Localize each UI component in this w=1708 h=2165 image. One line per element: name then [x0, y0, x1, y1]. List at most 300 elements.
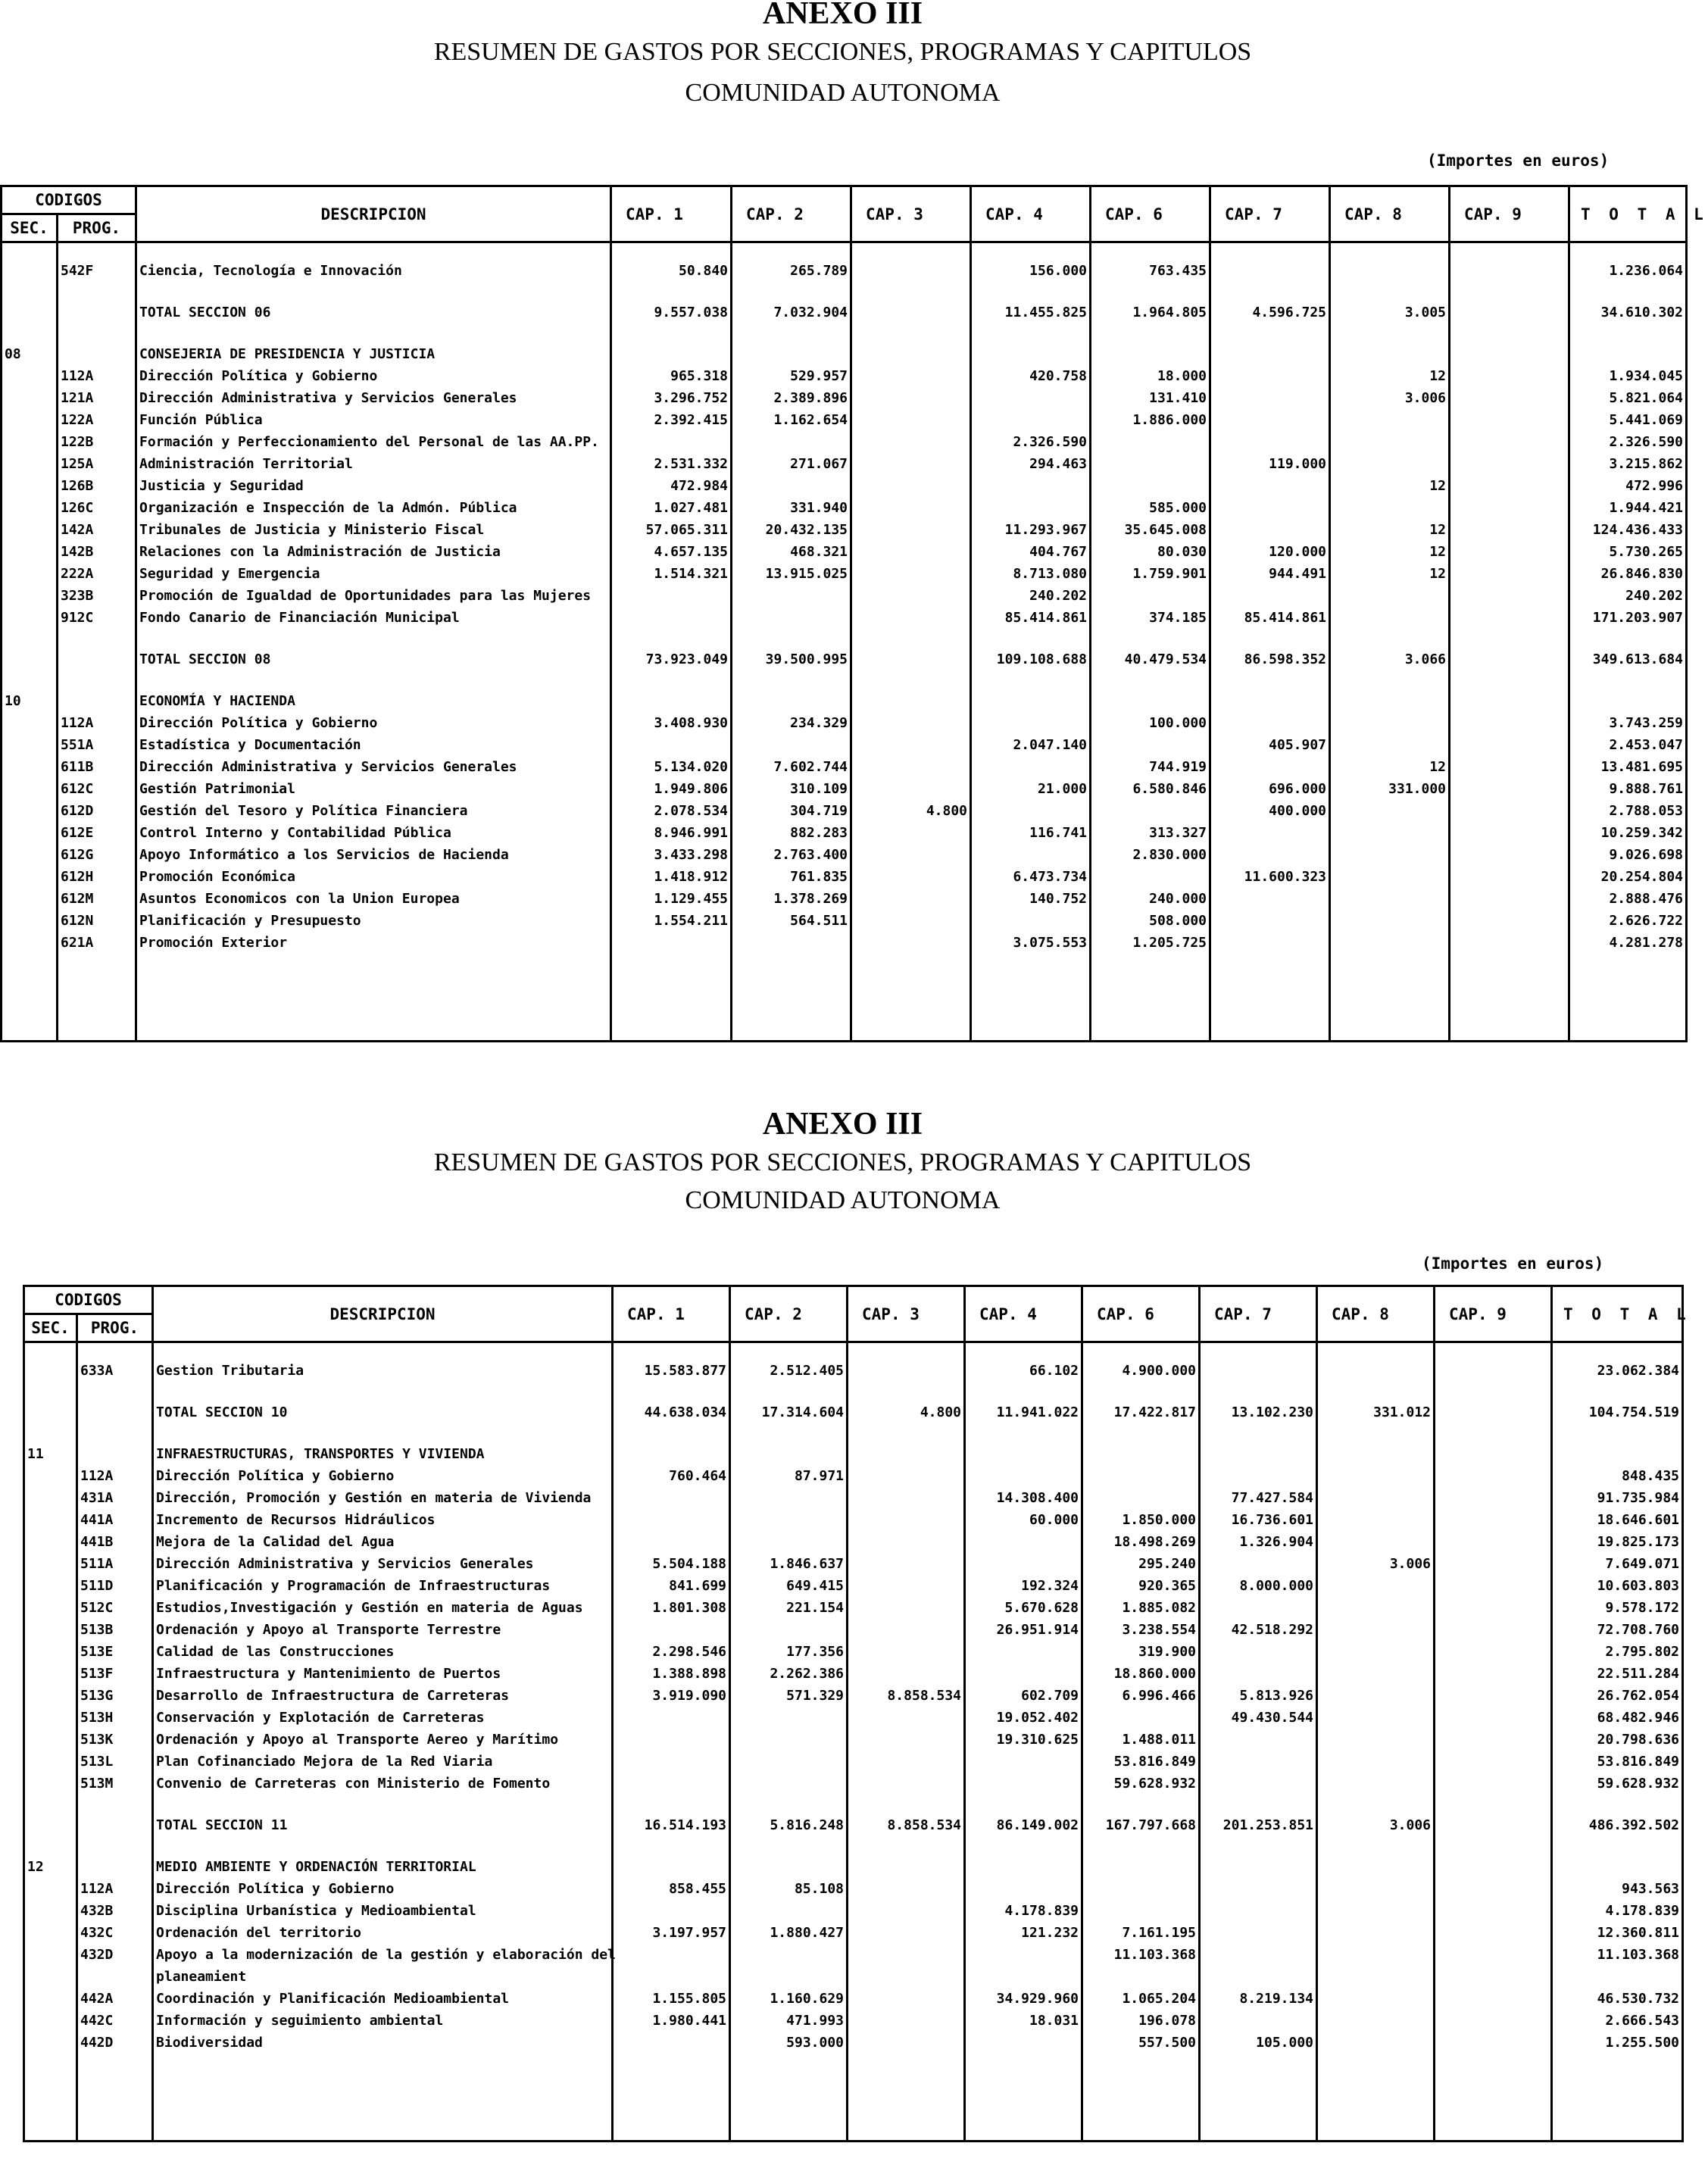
sec-cell — [2, 588, 58, 610]
cap4-cell: 121.232 — [965, 1925, 1082, 1947]
empty-cell — [1435, 1342, 1552, 1364]
cap7-cell — [1200, 1754, 1317, 1776]
empty-cell — [2, 285, 58, 305]
section-total-row — [24, 1817, 1683, 1839]
empty-cell — [1317, 1342, 1435, 1364]
cap8-cell — [1317, 1578, 1435, 1600]
cap7-cell — [1200, 1969, 1317, 1991]
description-cell: Dirección Administrativa y Servicios Generales — [136, 759, 611, 781]
cap3-cell — [848, 1446, 965, 1468]
empty-cell — [136, 632, 611, 651]
cap6-cell — [1082, 1903, 1200, 1925]
cap1-cell — [611, 434, 732, 456]
empty-cell — [1082, 1426, 1200, 1446]
cap9-cell — [1435, 1732, 1552, 1754]
cap8-cell: 12 — [1330, 544, 1450, 566]
cap1-cell — [613, 1534, 730, 1556]
sec-cell — [24, 1556, 77, 1578]
empty-cell — [77, 1385, 153, 1404]
cap4-cell — [965, 1776, 1082, 1798]
cap3-cell — [851, 847, 971, 869]
cap6-cell — [1082, 1490, 1200, 1512]
cap1-cell: 1.129.455 — [611, 891, 732, 913]
cap2-cell: 1.378.269 — [732, 891, 851, 913]
cap6-cell: 80.030 — [1091, 544, 1210, 566]
cap8-cell — [1317, 1969, 1435, 1991]
cap7-cell: 944.491 — [1210, 566, 1330, 588]
cap1-cell: 1.155.805 — [613, 1991, 730, 2013]
empty-cell — [971, 285, 1091, 305]
cap2-cell: 2.512.405 — [730, 1363, 848, 1385]
cap9-cell — [1435, 1556, 1552, 1578]
description-cell: Asuntos Economicos con la Union Europea — [136, 891, 611, 913]
description-cell: Fondo Canario de Financiación Municipal — [136, 610, 611, 632]
spacer-row — [24, 1385, 1683, 1404]
cap9-cell — [1435, 1947, 1552, 1969]
prog-cell — [77, 1859, 153, 1881]
description-cell: Mejora de la Calidad del Agua — [153, 1534, 613, 1556]
empty-cell — [24, 1342, 77, 1364]
cap4-cell: 85.414.861 — [971, 610, 1091, 632]
total-label: TOTAL SECCION 10 — [153, 1404, 613, 1426]
total-cell: 11.103.368 — [1552, 1947, 1683, 1969]
total-cell: 19.825.173 — [1552, 1534, 1683, 1556]
cap8-cell: 12 — [1330, 478, 1450, 500]
empty-cell — [153, 1426, 613, 1446]
empty-cell — [58, 326, 136, 346]
cap3-cell — [848, 1859, 965, 1881]
header-cap9: CAP. 9 — [1435, 1286, 1552, 1342]
cap3-cell — [851, 434, 971, 456]
cap3-cell — [848, 1534, 965, 1556]
section-header-row — [2, 346, 1687, 368]
sec-cell — [2, 781, 58, 803]
sec-cell — [24, 1991, 77, 2013]
cap1-cell: 9.557.038 — [611, 305, 732, 326]
empty-cell — [611, 242, 732, 264]
description-cell: Función Pública — [136, 412, 611, 434]
prog-cell: 542F — [58, 263, 136, 285]
cap2-cell — [732, 610, 851, 632]
cap6-cell — [1091, 869, 1210, 891]
cap1-cell — [611, 737, 732, 759]
page-subtitle-region: COMUNIDAD AUTONOMA — [685, 79, 1001, 107]
cap8-cell: 3.006 — [1317, 1556, 1435, 1578]
description-cell: Plan Cofinanciado Mejora de la Red Viaria — [153, 1754, 613, 1776]
prog-cell: 513H — [77, 1710, 153, 1732]
prog-cell: 323B — [58, 588, 136, 610]
cap6-cell: 1.205.725 — [1091, 935, 1210, 957]
cap7-cell — [1210, 522, 1330, 544]
empty-cell — [1091, 673, 1210, 693]
sec-cell — [24, 1622, 77, 1644]
cap3-cell — [848, 2035, 965, 2057]
cap9-cell — [1450, 891, 1569, 913]
page-title: ANEXO III — [762, 1107, 923, 1142]
cap9-cell — [1450, 781, 1569, 803]
table-row — [2, 913, 1687, 935]
prog-cell: 112A — [58, 368, 136, 390]
cap3-cell — [851, 869, 971, 891]
cap3-cell — [851, 478, 971, 500]
cap7-cell — [1200, 1859, 1317, 1881]
cap9-cell — [1450, 610, 1569, 632]
cap3-cell: 4.800 — [851, 803, 971, 825]
cap3-cell — [848, 1512, 965, 1534]
total-cell: 9.578.172 — [1552, 1600, 1683, 1622]
cap3-cell: 8.858.534 — [848, 1817, 965, 1839]
description-cell: Dirección, Promoción y Gestión en materia de Vivienda — [153, 1490, 613, 1512]
description-cell: Biodiversidad — [153, 2035, 613, 2057]
empty-cell — [1210, 673, 1330, 693]
cap2-cell — [730, 1710, 848, 1732]
sec-cell: 12 — [24, 1859, 77, 1881]
cap2-cell: 304.719 — [732, 803, 851, 825]
table-row — [2, 368, 1687, 390]
cap3-cell — [848, 1754, 965, 1776]
cap8-cell — [1330, 346, 1450, 368]
cap4-cell — [971, 803, 1091, 825]
description-cell: Dirección Administrativa y Servicios Generales — [136, 390, 611, 412]
total-cell: 124.436.433 — [1569, 522, 1687, 544]
description-cell: Organización e Inspección de la Admón. Pública — [136, 500, 611, 522]
prog-cell: 441A — [77, 1512, 153, 1534]
table-row — [2, 522, 1687, 544]
cap3-cell — [848, 1556, 965, 1578]
cap7-cell: 4.596.725 — [1210, 305, 1330, 326]
table-row — [2, 478, 1687, 500]
section-total-row — [24, 1404, 1683, 1426]
cap9-cell — [1435, 1404, 1552, 1426]
cap4-cell — [965, 2035, 1082, 2057]
sec-cell — [24, 1688, 77, 1710]
cap3-cell — [851, 759, 971, 781]
cap3-cell — [851, 781, 971, 803]
cap8-cell — [1317, 1666, 1435, 1688]
total-cell: 104.754.519 — [1552, 1404, 1683, 1426]
cap9-cell — [1435, 1925, 1552, 1947]
empty-cell — [732, 673, 851, 693]
cap6-cell — [1082, 1859, 1200, 1881]
header-total: T O T A L — [1569, 186, 1687, 242]
empty-cell — [24, 1385, 77, 1404]
empty-cell — [2, 632, 58, 651]
empty-cell — [153, 1385, 613, 1404]
empty-cell — [77, 1839, 153, 1859]
cap8-cell — [1330, 737, 1450, 759]
cap8-cell: 12 — [1330, 368, 1450, 390]
empty-cell — [1330, 957, 1450, 1042]
cap7-cell: 8.000.000 — [1200, 1578, 1317, 1600]
table-row — [24, 1732, 1683, 1754]
empty-cell — [1552, 2057, 1683, 2142]
cap2-cell: 649.415 — [730, 1578, 848, 1600]
cap8-cell — [1317, 2035, 1435, 2057]
cap9-cell — [1450, 847, 1569, 869]
cap2-cell: 564.511 — [732, 913, 851, 935]
sec-cell — [24, 1925, 77, 1947]
prog-cell: 432D — [77, 1947, 153, 1969]
cap7-cell: 77.427.584 — [1200, 1490, 1317, 1512]
cap6-cell: 40.479.534 — [1091, 651, 1210, 673]
sec-cell: 08 — [2, 346, 58, 368]
cap9-cell — [1435, 1688, 1552, 1710]
cap9-cell — [1435, 1363, 1552, 1385]
total-cell: 2.888.476 — [1569, 891, 1687, 913]
cap1-cell: 3.919.090 — [613, 1688, 730, 1710]
cap8-cell: 12 — [1330, 759, 1450, 781]
cap1-cell: 841.699 — [613, 1578, 730, 1600]
cap9-cell — [1435, 1859, 1552, 1881]
total-cell: 4.178.839 — [1552, 1903, 1683, 1925]
description-cell: Dirección Política y Gobierno — [136, 715, 611, 737]
cap1-cell: 1.554.211 — [611, 913, 732, 935]
cap4-cell — [965, 1969, 1082, 1991]
prog-cell: 511A — [77, 1556, 153, 1578]
budget-table — [0, 185, 1708, 1042]
cap7-cell — [1210, 263, 1330, 285]
empty-cell — [24, 1798, 77, 1817]
total-cell: 7.649.071 — [1552, 1556, 1683, 1578]
cap6-cell: 3.238.554 — [1082, 1622, 1200, 1644]
empty-cell — [136, 285, 611, 305]
cap4-cell: 60.000 — [965, 1512, 1082, 1534]
cap2-cell: 310.109 — [732, 781, 851, 803]
total-label: TOTAL SECCION 06 — [136, 305, 611, 326]
empty-cell — [58, 285, 136, 305]
description-cell: Dirección Política y Gobierno — [153, 1468, 613, 1490]
cap6-cell: 763.435 — [1091, 263, 1210, 285]
cap7-cell: 120.000 — [1210, 544, 1330, 566]
table-row — [2, 847, 1687, 869]
cap7-cell — [1200, 1600, 1317, 1622]
sec-cell — [2, 759, 58, 781]
sec-cell — [2, 368, 58, 390]
cap9-cell — [1450, 263, 1569, 285]
prog-cell — [58, 346, 136, 368]
cap1-cell — [613, 1732, 730, 1754]
cap2-cell: 87.971 — [730, 1468, 848, 1490]
empty-cell — [58, 673, 136, 693]
sec-cell — [2, 263, 58, 285]
total-cell: 46.530.732 — [1552, 1991, 1683, 2013]
description-cell: MEDIO AMBIENTE Y ORDENACIÓN TERRITORIAL — [153, 1859, 613, 1881]
cap2-cell: 882.283 — [732, 825, 851, 847]
table-row — [24, 1925, 1683, 1947]
cap8-cell — [1317, 1490, 1435, 1512]
cap4-cell: 26.951.914 — [965, 1622, 1082, 1644]
cap4-cell: 420.758 — [971, 368, 1091, 390]
cap4-cell: 2.326.590 — [971, 434, 1091, 456]
prog-cell: 112A — [77, 1881, 153, 1903]
cap2-cell — [730, 1859, 848, 1881]
prog-cell: 112A — [77, 1468, 153, 1490]
cap1-cell: 1.514.321 — [611, 566, 732, 588]
cap3-cell — [851, 715, 971, 737]
cap1-cell — [611, 693, 732, 715]
cap1-cell: 760.464 — [613, 1468, 730, 1490]
empty-cell — [136, 242, 611, 264]
cap6-cell: 53.816.849 — [1082, 1754, 1200, 1776]
cap7-cell: 13.102.230 — [1200, 1404, 1317, 1426]
cap9-cell — [1450, 544, 1569, 566]
cap1-cell: 2.392.415 — [611, 412, 732, 434]
empty-cell — [848, 1385, 965, 1404]
empty-cell — [24, 1839, 77, 1859]
section-total-row — [2, 651, 1687, 673]
cap8-cell: 331.000 — [1330, 781, 1450, 803]
cap7-cell — [1200, 1881, 1317, 1903]
cap3-cell — [848, 1666, 965, 1688]
cap6-cell: 18.000 — [1091, 368, 1210, 390]
cap4-cell — [965, 1534, 1082, 1556]
header-codigos: CODIGOS — [2, 186, 136, 214]
cap4-cell — [965, 1859, 1082, 1881]
cap2-cell: 471.993 — [730, 2013, 848, 2035]
sec-cell — [24, 1600, 77, 1622]
cap4-cell — [965, 1881, 1082, 1903]
cap4-cell: 3.075.553 — [971, 935, 1091, 957]
sec-cell — [2, 891, 58, 913]
prog-cell: 442A — [77, 1991, 153, 2013]
empty-cell — [611, 632, 732, 651]
cap1-cell — [613, 1490, 730, 1512]
total-cell: 59.628.932 — [1552, 1776, 1683, 1798]
total-cell: 12.360.811 — [1552, 1925, 1683, 1947]
sec-cell — [24, 1732, 77, 1754]
cap9-cell — [1450, 412, 1569, 434]
cap8-cell — [1317, 1534, 1435, 1556]
cap6-cell — [1091, 478, 1210, 500]
cap2-cell: 221.154 — [730, 1600, 848, 1622]
empty-cell — [136, 957, 611, 1042]
total-cell: 5.821.064 — [1569, 390, 1687, 412]
empty-cell — [848, 1342, 965, 1364]
cap6-cell: 920.365 — [1082, 1578, 1200, 1600]
total-cell: 1.944.421 — [1569, 500, 1687, 522]
header-cap7: CAP. 7 — [1210, 186, 1330, 242]
total-cell: 9.026.698 — [1569, 847, 1687, 869]
table-row — [2, 412, 1687, 434]
cap4-cell: 8.713.080 — [971, 566, 1091, 588]
prog-cell — [58, 693, 136, 715]
cap9-cell — [1450, 522, 1569, 544]
cap3-cell — [851, 456, 971, 478]
cap7-cell — [1200, 1446, 1317, 1468]
units-note: (Importes en euros) — [1422, 1254, 1604, 1273]
total-cell: 472.996 — [1569, 478, 1687, 500]
description-cell: Promoción Económica — [136, 869, 611, 891]
cap8-cell: 3.006 — [1317, 1817, 1435, 1839]
cap6-cell: 6.996.466 — [1082, 1688, 1200, 1710]
cap7-cell — [1200, 1468, 1317, 1490]
header-descripcion: DESCRIPCION — [153, 1286, 613, 1342]
header-prog: PROG. — [77, 1314, 153, 1342]
cap8-cell — [1330, 847, 1450, 869]
cap6-cell: 11.103.368 — [1082, 1947, 1200, 1969]
cap8-cell — [1317, 1754, 1435, 1776]
description-cell: Gestión del Tesoro y Política Financiera — [136, 803, 611, 825]
prog-cell: 511D — [77, 1578, 153, 1600]
empty-cell — [1091, 285, 1210, 305]
cap4-cell: 240.202 — [971, 588, 1091, 610]
sec-cell — [2, 412, 58, 434]
table-filler — [2, 957, 1687, 1042]
empty-cell — [851, 632, 971, 651]
cap1-cell: 16.514.193 — [613, 1817, 730, 1839]
description-cell: Ordenación y Apoyo al Transporte Terrestre — [153, 1622, 613, 1644]
sec-cell — [2, 651, 58, 673]
empty-cell — [1552, 1342, 1683, 1364]
prog-cell: 125A — [58, 456, 136, 478]
total-cell: 486.392.502 — [1552, 1817, 1683, 1839]
cap8-cell — [1317, 1710, 1435, 1732]
cap6-cell: 7.161.195 — [1082, 1925, 1200, 1947]
empty-cell — [611, 673, 732, 693]
description-cell: Gestión Patrimonial — [136, 781, 611, 803]
cap3-cell — [851, 935, 971, 957]
cap2-cell: 13.915.025 — [732, 566, 851, 588]
cap7-cell — [1210, 913, 1330, 935]
cap8-cell — [1330, 913, 1450, 935]
description-cell: planeamient — [153, 1969, 613, 1991]
sec-cell — [2, 566, 58, 588]
total-cell: 2.326.590 — [1569, 434, 1687, 456]
cap3-cell — [848, 1969, 965, 1991]
spacer-row — [2, 673, 1687, 693]
total-cell: 23.062.384 — [1552, 1363, 1683, 1385]
cap4-cell: 294.463 — [971, 456, 1091, 478]
cap6-cell: 240.000 — [1091, 891, 1210, 913]
prog-cell: 513B — [77, 1622, 153, 1644]
description-cell: Dirección Política y Gobierno — [153, 1881, 613, 1903]
description-cell: Disciplina Urbanística y Medioambiental — [153, 1903, 613, 1925]
cap9-cell — [1435, 1754, 1552, 1776]
table-row — [24, 1534, 1683, 1556]
cap8-cell — [1317, 2013, 1435, 2035]
total-cell — [1569, 346, 1687, 368]
header-cap4: CAP. 4 — [965, 1286, 1082, 1342]
empty-cell — [971, 242, 1091, 264]
cap6-cell: 313.327 — [1091, 825, 1210, 847]
total-cell: 10.603.803 — [1552, 1578, 1683, 1600]
cap6-cell — [1082, 1468, 1200, 1490]
total-cell: 34.610.302 — [1569, 305, 1687, 326]
cap1-cell — [613, 1903, 730, 1925]
cap1-cell: 3.433.298 — [611, 847, 732, 869]
section-header-row — [24, 1859, 1683, 1881]
table-row — [24, 1710, 1683, 1732]
cap1-cell: 1.027.481 — [611, 500, 732, 522]
empty-cell — [1552, 1839, 1683, 1859]
cap3-cell — [848, 1644, 965, 1666]
table-row — [24, 1881, 1683, 1903]
budget-table — [23, 1285, 1691, 2142]
table-row — [24, 1969, 1683, 1991]
cap8-cell: 3.006 — [1330, 390, 1450, 412]
sec-cell — [24, 1512, 77, 1534]
description-cell: Promoción de Igualdad de Oportunidades para las Mujeres — [136, 588, 611, 610]
cap9-cell — [1435, 1644, 1552, 1666]
cap9-cell — [1435, 1666, 1552, 1688]
cap6-cell — [1091, 456, 1210, 478]
empty-cell — [851, 285, 971, 305]
empty-cell — [153, 2057, 613, 2142]
total-cell: 5.441.069 — [1569, 412, 1687, 434]
cap3-cell — [851, 522, 971, 544]
sec-cell — [2, 456, 58, 478]
cap7-cell: 400.000 — [1210, 803, 1330, 825]
